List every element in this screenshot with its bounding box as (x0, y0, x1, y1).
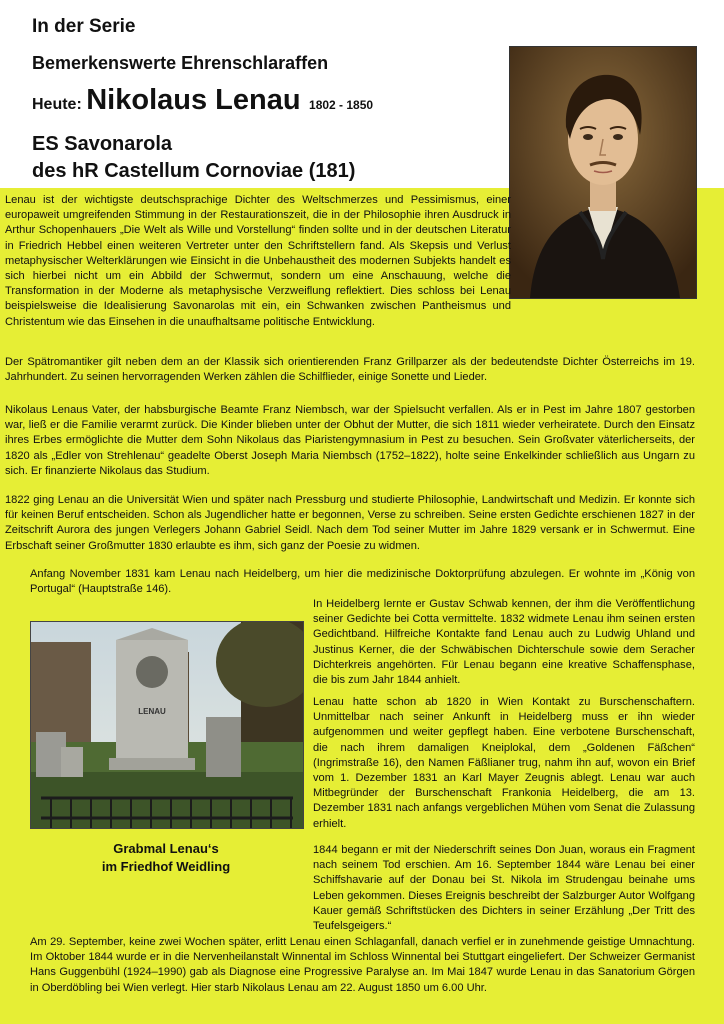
paragraph-3: Nikolaus Lenaus Vater, der habsburgische Beamte Franz Niembsch, war der Spielsucht verfallen. Als er in Pest im Jahre 1807 gestorben war, ließ er die Familie verarmt zurück. Die Kinder blieben unter der Obhut der Mutter, die sich 1811 wieder verheiratete. Durch den Einsatz ihres Erbes ermöglichte die Mutter dem Sohn Nikolaus das Piaristengymnasium in Pest zu besuchen. Sein Großvater väterlicherseits, der 1820 als „Edler von Strehlenau“ geadelte Oberst Joseph Maria Niembsch (1752–1822), holte seine Enkelkinder schließlich aus Ungarn zu sich. Er finanzierte Nikolaus das Studium. (5, 404, 695, 477)
portrait-image (509, 46, 697, 299)
portrait-illustration (510, 47, 696, 298)
paragraph-8: 1844 begann er mit der Niederschrift seines Don Juan, woraus ein Fragment nach seinem Tod erschien. Am 16. September 1844 wäre Lenau bei einer Schiffshavarie auf der Donau bei St. Nikola im Strudengau beinahe ums Leben gekommen. Dieses Ereignis beschreibt der Salzburger Autor Wolfgang Kauer gemäß Schriftstücken des Dichters in seiner Erzählung „Der Tritt des Teufelsgeigers.“ (313, 844, 695, 933)
today-label: Heute: (32, 96, 82, 113)
page-title (32, 84, 373, 117)
paragraph-7: Lenau hatte schon ab 1820 in Wien Kontakt zu Burschenschaftern. Unmittelbar nach seiner Ankunft in Heidelberg muss er ihn wieder aufgenommen und weiter gepflegt haben. Eine verbotene Burschenschaft, die nach ihrem damaligen Kneiplokal, dem „Goldenen Fäßchen“ (Ingrimstraße 16), den Namen Fäßlianer trug, nahm ihn auf, wovon ein Brief vom 1. Dezember 1831 an Karl Mayer Zeugnis ablegt. Lenau war auch Mitbegründer der Burschenschaft Frankonia Heidelberg, die am 13. Dezember 1831 nach anfangs vergeblichen Mühen vom Senat die Zulassung erhielt. (313, 696, 695, 830)
paragraph-intro: Lenau ist der wichtigste deutschsprachige Dichter des Weltschmerzes und Pessimismus, einer europaweit umgreifenden Stimmung in der Restaurationszeit, die in der Philosophie ihren Ausdruck in Arthur Schopenhauers „Die Welt als Wille und Vorstellung“ finden sollte und in der deutschen Literatur in Friedrich Hebbel einen weiteren Vertreter unter den Schriftstellern fand. Als Skepsis und Verlust metaphysischer Welterklärungen wie Einsicht in die Unbehaustheit des modernen Subjekts handelt es sich hierbei nicht um ein Abbild der Schwermut, sondern um eine Anschauung, welche die Transformation in der Moderne als metaphysische Verzweiflung reflektiert. Dies schloss bei Lenau beispielsweise die Idealisierung Savonarolas mit ein, ein Schwanken zwischen Pantheismus und Christentum wie das Einsehen in die unaufhaltsame politische Entwicklung. (5, 194, 511, 328)
caption-line-2: im Friedhof Weidling (101, 859, 231, 874)
person-name: Nikolaus Lenau (86, 84, 301, 116)
grave-photo (30, 621, 304, 829)
grave-illustration (31, 622, 303, 828)
es-line: ES Savonarola (32, 133, 173, 155)
grave-inscription: LENAU (138, 707, 166, 716)
paragraph-2: Der Spätromantiker gilt neben dem an der Klassik sich orientierenden Franz Grillparzer als der bedeutendste Dichter Österreichs im 19. Jahrhundert. Zu seinen hervorragenden Werken zählen die Schilflieder, einige Sonette und Lieder. (5, 356, 695, 384)
caption-line-1: Grabmal Lenau‘s (113, 841, 219, 856)
paragraph-9: Am 29. September, keine zwei Wochen später, erlitt Lenau einen Schlaganfall, danach verfiel er in zunehmende geistige Umnachtung. Im Oktober 1844 wurde er in die Nervenheilanstalt Winnental im Schloss Winnental bei Stuttgart eingeliefert. Der Schweizer Germanist Hans Guggenbühl (1924–1990) gab als Diagnose eine Progressive Paralyse an. Im Mai 1847 wurde Lenau in das Sanatorium Görgen in Oberdöbling bei Wien verlegt. Hier starb Nikolaus Lenau am 22. August 1850 um 6.00 Uhr. (30, 936, 695, 994)
series-title: Bemerkenswerte Ehrenschlaraffen (32, 53, 329, 73)
life-years: 1802 - 1850 (309, 98, 374, 112)
paragraph-intro-part1 (5, 193, 511, 330)
photo-caption (30, 840, 302, 876)
paragraph-4: 1822 ging Lenau an die Universität Wien und später nach Pressburg und studierte Philosophie, Landwirtschaft und Medizin. Er konnte sich für keinen Beruf entscheiden. Schon als Jugendlicher hatte er begonnen, Verse zu schreiben. Seine ersten Gedichte erschienen 1827 in der Zeitschrift Aurora des jungen Verlegers Johann Gabriel Seidl. Nach dem Tod seiner Mutter im Jahre 1829 versank er in Schwermut. Eine Erbschaft seiner Großmutter 1830 erlaubte es ihm, sich ganz der Poesie zu widmen. (5, 494, 695, 552)
castellum-line: des hR Castellum Cornoviae (181) (32, 160, 356, 182)
series-label: In der Serie (32, 16, 136, 37)
paragraph-5: Anfang November 1831 kam Lenau nach Heidelberg, um hier die medizinische Doktorprüfung abzulegen. Er wohnte im „König von Portugal“ (Hauptstraße 146). (30, 568, 695, 596)
paragraph-6: In Heidelberg lernte er Gustav Schwab kennen, der ihm die Veröffentlichung seiner Gedichte bei Cotta vermittelte. 1832 widmete Lenau ihm seinen ersten Gedichtband. Hilfreiche Kontakte fand Lenau auch zu Ludwig Uhland und Justinus Kerner, die der Schwäbischen Dichterschule sowie dem Seracher Dichterkreis angehörten. Für Lenau begann eine kreative Schaffensphase, die bis zum Jahr 1844 anhielt. (313, 598, 695, 687)
